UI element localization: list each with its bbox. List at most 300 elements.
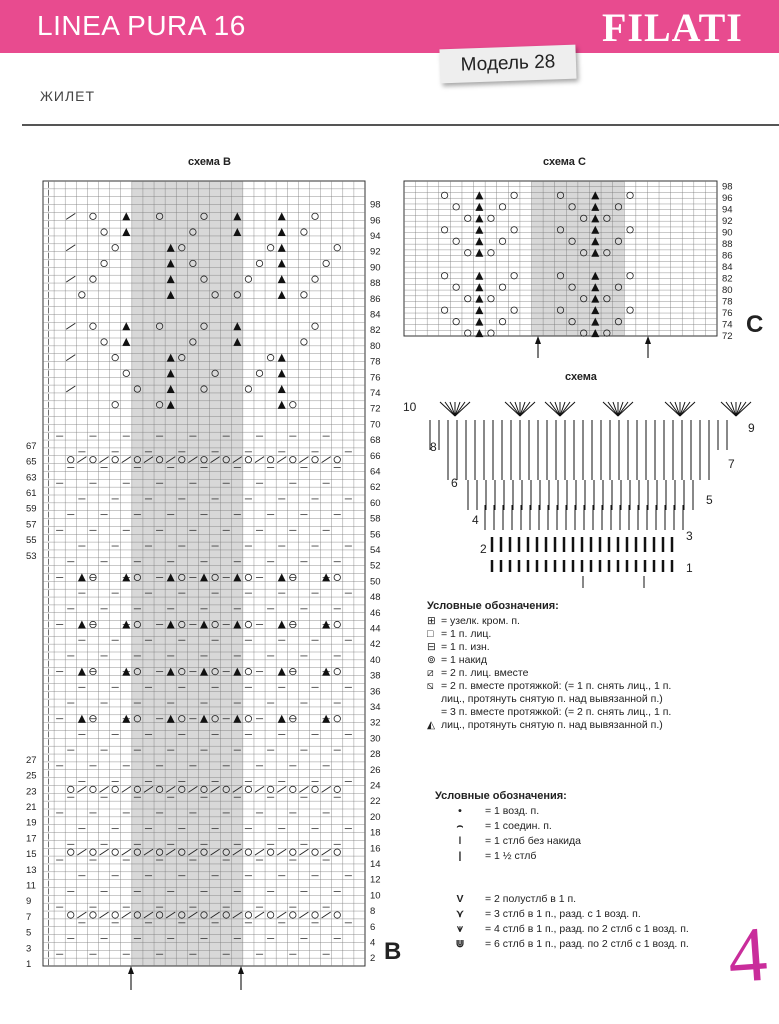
- sk2po-icon: [78, 621, 86, 629]
- row-number-right: 40: [370, 654, 381, 666]
- yarn-over-icon: [334, 849, 340, 855]
- sk2po-icon: [278, 228, 286, 236]
- legend-crochet-text: = 1 соедин. п.: [485, 820, 552, 832]
- row-number-left: 15: [26, 849, 37, 861]
- crochet-fan: [608, 402, 618, 416]
- sk2po-icon: [278, 291, 286, 299]
- sk2po-icon: [278, 573, 286, 581]
- yarn-over-icon: [334, 245, 340, 251]
- yarn-over-icon: [112, 402, 118, 408]
- crochet-row-label: 2: [480, 542, 487, 556]
- legend-knit-item: [427, 706, 671, 719]
- yarn-over-icon: [112, 354, 118, 360]
- yarn-over-icon: [312, 276, 318, 282]
- k2tog-icon: [122, 849, 131, 855]
- row-number-left: 21: [26, 802, 37, 813]
- sk2po-icon: [278, 385, 286, 393]
- row-number-right: 92: [370, 246, 381, 258]
- sk2po-icon: [78, 668, 86, 676]
- row-number-right: 80: [722, 285, 733, 297]
- row-number-right: 32: [370, 717, 381, 729]
- row-number-right: 88: [722, 239, 733, 251]
- k2tog-icon: [77, 912, 86, 918]
- row-number-right: 30: [370, 733, 381, 745]
- yarn-over-icon: [90, 456, 96, 462]
- crochet-symbol-icon: V: [456, 893, 464, 905]
- legend-knit-item: [427, 628, 671, 641]
- k2tog-icon: [77, 786, 86, 792]
- knit-stitch-icon: □: [427, 628, 434, 640]
- k2tog-icon: [299, 457, 308, 463]
- yarn-over-icon: [511, 192, 517, 198]
- row-number-right: 78: [370, 356, 381, 368]
- crochet-row-label: 7: [728, 457, 735, 471]
- yarn-over-icon: [245, 574, 251, 580]
- k2tog-icon: ⧄: [427, 667, 434, 679]
- row-number-right: 80: [370, 340, 381, 352]
- yarn-over-icon: [245, 912, 251, 918]
- yarn-over-icon: [112, 912, 118, 918]
- row-number-right: 94: [370, 230, 381, 242]
- k2tog-icon: [277, 786, 286, 792]
- row-number-right: 52: [370, 560, 381, 572]
- row-number-right: 20: [370, 811, 381, 823]
- sk2po-icon: [122, 322, 130, 330]
- row-number-right: 14: [370, 858, 381, 870]
- row-number-right: 94: [722, 204, 733, 216]
- row-number-right: 72: [370, 403, 381, 415]
- row-number-right: 50: [370, 576, 381, 588]
- yarn-over-icon: [511, 273, 517, 279]
- row-number-right: 84: [722, 262, 733, 274]
- row-number-right: 72: [722, 331, 733, 342]
- row-number-left: 11: [26, 880, 36, 892]
- row-number-right: 74: [370, 387, 381, 399]
- yarn-over-icon: [499, 284, 505, 290]
- row-number-left: 23: [26, 786, 37, 798]
- k2tog-icon: [299, 849, 308, 855]
- k2tog-icon: [322, 457, 331, 463]
- yarn-over-icon: [101, 260, 107, 266]
- k2tog-icon: [77, 849, 86, 855]
- k2tog-icon: [255, 912, 264, 918]
- crochet-symbol-icon: ⋎: [456, 908, 464, 920]
- legend-crochet-item: [435, 908, 689, 923]
- row-number-right: 18: [370, 827, 381, 839]
- row-number-left: 55: [26, 535, 37, 547]
- row-number-right: 28: [370, 749, 381, 761]
- row-number-left: 7: [26, 911, 32, 923]
- legend-knit-text: = 1 накид: [441, 654, 488, 666]
- row-number-right: 70: [370, 419, 381, 431]
- legend-knit-item: [427, 615, 671, 628]
- repeat-arrow-head: [645, 336, 651, 344]
- crochet-row-label: 10: [403, 400, 417, 414]
- yarn-over-icon: [290, 786, 296, 792]
- legend-crochet-item: [435, 835, 689, 850]
- row-number-right: 62: [370, 482, 381, 494]
- crochet-fan: [670, 402, 680, 416]
- legend-crochet-text: = 1 возд. п.: [485, 805, 540, 817]
- row-number-right: 98: [722, 181, 733, 193]
- crochet-fan: [510, 402, 520, 416]
- k2tog-icon: [255, 457, 264, 463]
- k2tog-icon: [255, 786, 264, 792]
- crochet-row-label: 6: [451, 476, 458, 490]
- yarn-over-icon: [465, 295, 471, 301]
- sk2po-icon: [278, 401, 286, 409]
- yarn-over-icon: [453, 284, 459, 290]
- row-number-right: 74: [722, 319, 733, 331]
- k2tog-icon: [255, 849, 264, 855]
- yarn-over-icon: [245, 786, 251, 792]
- crochet-symbol-icon: ǀ: [458, 835, 462, 847]
- yarn-over-icon: [290, 402, 296, 408]
- row-number-left: 63: [26, 472, 37, 484]
- crochet-row-label: 4: [472, 513, 479, 527]
- yarn-over-icon: [245, 668, 251, 674]
- legend-crochet-item: [435, 893, 689, 908]
- legend-knit-text: = 2 п. вместе протяжкой: (= 1 п. снять лиц., 1 п.: [441, 680, 672, 692]
- yarn-over-icon: [256, 370, 262, 376]
- purl-stitch-icon: ⊟: [427, 641, 436, 653]
- row-number-right: 8: [370, 906, 376, 918]
- yarn-over-icon: [267, 354, 273, 360]
- row-number-right: 34: [370, 701, 381, 713]
- row-number-right: 44: [370, 623, 381, 635]
- yarn-over-icon: [90, 323, 96, 329]
- k2tog-icon: [299, 912, 308, 918]
- yarn-over-icon: [312, 213, 318, 219]
- legend-knit-item: [427, 654, 671, 667]
- k2tog-icon: [122, 786, 131, 792]
- yarn-over-icon: [267, 456, 273, 462]
- legend-crochet-text: = 1 ½ стлб: [485, 850, 537, 862]
- yarn-over-icon: [488, 330, 494, 336]
- k2tog-icon: [66, 386, 75, 392]
- sk2po-icon: [278, 369, 286, 377]
- yarn-over-icon: [245, 716, 251, 722]
- k2tog-icon: [66, 213, 75, 219]
- row-number-left: 53: [26, 550, 37, 562]
- row-number-right: 82: [722, 273, 733, 285]
- repeat-arrow-head: [238, 966, 244, 974]
- sk2po-icon: [78, 715, 86, 723]
- yarn-over-icon: [267, 912, 273, 918]
- sk2po-icon: [278, 715, 286, 723]
- yarn-over-icon: [312, 456, 318, 462]
- crochet-row-label: 1: [686, 561, 693, 575]
- magazine-title: LINEA PURA 16: [37, 10, 246, 41]
- row-number-right: 76: [370, 372, 381, 384]
- crochet-fan: [550, 402, 560, 416]
- crochet-fan: [560, 402, 570, 416]
- row-number-left: 67: [26, 440, 37, 452]
- k2tog-icon: [322, 786, 331, 792]
- row-number-right: 96: [722, 193, 733, 205]
- k2tog-icon: [299, 786, 308, 792]
- yarn-over-icon: [488, 215, 494, 221]
- k2tog-icon: [277, 457, 286, 463]
- yarn-over-icon: [112, 245, 118, 251]
- chart-b-letter: B: [384, 938, 402, 965]
- crochet-fan: [726, 402, 736, 416]
- row-number-right: 36: [370, 686, 381, 698]
- row-number-right: 2: [370, 953, 376, 965]
- yarn-over-icon: [499, 318, 505, 324]
- sk2po-icon: [122, 228, 130, 236]
- chart-b-title: схема В: [188, 156, 231, 168]
- row-number-right: 86: [722, 250, 733, 262]
- k2tog-icon: [322, 849, 331, 855]
- yarn-over-icon: [90, 849, 96, 855]
- sk2po-icon: [278, 275, 286, 283]
- legend-knit-item: [427, 667, 671, 680]
- sk2po-icon: [78, 573, 86, 581]
- yarn-over-icon: [79, 292, 85, 298]
- row-number-left: 19: [26, 817, 37, 829]
- sk2po-icon: [122, 212, 130, 220]
- yarn-over-icon: [90, 213, 96, 219]
- row-number-right: 76: [722, 308, 733, 320]
- sk2po-icon: [278, 668, 286, 676]
- yarn-over-icon: [68, 786, 74, 792]
- row-number-left: 13: [26, 864, 37, 876]
- k2tog-icon: [277, 912, 286, 918]
- row-number-right: 24: [370, 780, 381, 792]
- yarn-over-icon: [312, 912, 318, 918]
- row-number-right: 54: [370, 544, 381, 556]
- sk2po-icon: [278, 621, 286, 629]
- yarn-over-icon: [465, 330, 471, 336]
- yarn-over-icon: [334, 668, 340, 674]
- crochet-fan: [618, 402, 628, 416]
- row-number-right: 12: [370, 874, 381, 886]
- row-number-left: 17: [26, 833, 37, 845]
- k2tog-icon: [100, 912, 109, 918]
- yarn-over-icon: [627, 307, 633, 313]
- row-number-left: 65: [26, 456, 37, 468]
- row-number-right: 78: [722, 296, 733, 308]
- crochet-fan: [455, 402, 465, 416]
- yarn-over-icon: [256, 260, 262, 266]
- yarn-over-icon: [245, 456, 251, 462]
- edge-stitch-icon: ⊞: [427, 615, 436, 627]
- legend-knit-text: лиц., протянуть снятую п. над вывязанной п.): [441, 693, 663, 705]
- k2tog-icon: [277, 849, 286, 855]
- row-number-right: 60: [370, 497, 381, 509]
- yarn-over-icon: [627, 227, 633, 233]
- yarn-over-icon: [290, 849, 296, 855]
- yarn-over-icon: [453, 318, 459, 324]
- yarn-over-icon: [312, 323, 318, 329]
- k2tog-icon: [66, 323, 75, 329]
- row-number-right: 58: [370, 513, 381, 525]
- legend-crochet-item: [435, 850, 689, 865]
- crochet-symbol-icon: •: [458, 805, 462, 817]
- legend-crochet-text: = 1 стлб без накида: [485, 835, 581, 847]
- k2tog-icon: [66, 355, 75, 361]
- legend-crochet-item: [435, 923, 689, 938]
- row-number-right: 22: [370, 796, 381, 808]
- k2tog-icon: [77, 457, 86, 463]
- legend-crochet-text: = 6 стлб в 1 п., разд. по 2 стлб с 1 возд. п.: [485, 938, 689, 950]
- row-number-right: 98: [370, 199, 381, 211]
- yarn-over-icon: [511, 307, 517, 313]
- yarn-over-icon: [68, 912, 74, 918]
- row-number-left: 1: [26, 959, 32, 970]
- sk2po-icon: [278, 244, 286, 252]
- crochet-fan: [736, 402, 746, 416]
- yarn-over-icon: [334, 786, 340, 792]
- yarn-over-icon: [301, 292, 307, 298]
- yarn-over-icon: [301, 339, 307, 345]
- legend-knit-text: лиц., протянуть снятую п. над вывязанной п.): [441, 719, 663, 731]
- yarn-over-icon: [267, 245, 273, 251]
- legend-crochet-item: [435, 865, 689, 893]
- legend-knit-item: [427, 680, 671, 693]
- crochet-fan: [520, 402, 530, 416]
- sk2po-icon: [278, 212, 286, 220]
- yarn-over-icon: [301, 229, 307, 235]
- row-number-right: 84: [370, 309, 381, 321]
- row-number-right: 66: [370, 450, 381, 462]
- chart-c-title: схема С: [543, 156, 586, 168]
- yarn-over-icon: [68, 849, 74, 855]
- yarn-over-icon: [245, 276, 251, 282]
- row-number-right: 6: [370, 921, 376, 933]
- row-number-left: 61: [26, 488, 37, 499]
- row-number-right: 26: [370, 764, 381, 776]
- legend-crochet-item: [435, 938, 689, 953]
- k2tog-icon: [122, 912, 131, 918]
- legend-crochet-item: [435, 820, 689, 835]
- yarn-over-icon: [101, 339, 107, 345]
- yarn-over-icon: [323, 260, 329, 266]
- crochet-symbol-icon: |: [458, 850, 462, 862]
- crochet-fan: [445, 402, 455, 416]
- yarn-over-icon: [90, 276, 96, 282]
- legend-knit-text: = 2 п. лиц. вместе: [441, 667, 529, 679]
- row-number-right: 42: [370, 639, 381, 651]
- row-number-right: 82: [370, 325, 381, 337]
- yarn-over-icon: [627, 192, 633, 198]
- row-number-right: 96: [370, 215, 381, 227]
- yarn-over-icon: [441, 307, 447, 313]
- k2tog-icon: [66, 245, 75, 251]
- row-number-left: 59: [26, 503, 37, 515]
- crochet-row-label: 3: [686, 529, 693, 543]
- crochet-row-label: 8: [430, 440, 437, 454]
- legend-crochet-text: = 3 стлб в 1 п., разд. с 1 возд. п.: [485, 908, 641, 920]
- yarn-over-icon: [334, 574, 340, 580]
- row-number-left: 57: [26, 519, 37, 531]
- row-number-right: 46: [370, 607, 381, 619]
- k2tog-icon: [100, 786, 109, 792]
- k2tog-icon: [66, 276, 75, 282]
- yarn-over-icon: [488, 250, 494, 256]
- legend-knit-title: Условные обозначения:: [427, 600, 559, 612]
- row-number-left: 25: [26, 770, 37, 782]
- row-number-right: 64: [370, 466, 381, 478]
- row-number-right: 92: [722, 216, 733, 228]
- legend-crochet-text: = 2 полустлб в 1 п.: [485, 893, 577, 905]
- yarn-over-icon: [627, 273, 633, 279]
- ssk-icon: ⧅: [427, 680, 434, 692]
- k2tog-icon: [122, 457, 131, 463]
- yarn-over-icon: [123, 370, 129, 376]
- row-number-right: 16: [370, 843, 381, 855]
- yarn-over-icon: [511, 227, 517, 233]
- row-number-right: 56: [370, 529, 381, 541]
- yarn-over-icon: [465, 215, 471, 221]
- yarn-over-icon: [245, 386, 251, 392]
- yarn-over-icon: [499, 238, 505, 244]
- yarn-over-icon: [453, 238, 459, 244]
- row-number-right: 90: [722, 227, 733, 239]
- legend-crochet-text: = 4 стлб в 1 п., разд. по 2 стлб с 1 возд. п.: [485, 923, 689, 935]
- row-number-right: 38: [370, 670, 381, 682]
- legend-knit-text: = 1 п. лиц.: [441, 628, 492, 640]
- yarn-over-icon: [267, 849, 273, 855]
- legend-knit-text: = узелк. кром. п.: [441, 615, 520, 627]
- yarn-over-icon: [334, 621, 340, 627]
- yarn-over-icon: [245, 621, 251, 627]
- row-number-right: 88: [370, 278, 381, 290]
- row-number-right: 68: [370, 435, 381, 447]
- yarn-over-icon: [290, 912, 296, 918]
- yarn-over-icon: [112, 786, 118, 792]
- brand-logo: FILATI: [602, 5, 743, 50]
- crochet-row-label: 5: [706, 493, 713, 507]
- page-number: 4: [724, 909, 770, 1000]
- model-tag: Модель 28: [439, 45, 576, 84]
- yarn-over-icon: [441, 192, 447, 198]
- legend-knit-item: [427, 693, 671, 706]
- yarn-over-icon: [441, 273, 447, 279]
- yarn-over-icon: [453, 204, 459, 210]
- sk2po-icon: ◭: [427, 719, 436, 731]
- sk2po-icon: [278, 259, 286, 267]
- yarn-over-icon: [68, 456, 74, 462]
- yarn-over-icon: [112, 456, 118, 462]
- legend-crochet-item: [435, 805, 689, 820]
- k2tog-icon: [100, 849, 109, 855]
- sk2po-icon: [278, 354, 286, 362]
- yarn-over-icon: [112, 849, 118, 855]
- yarn-over-icon: [441, 227, 447, 233]
- crochet-fan: [680, 402, 690, 416]
- yarn-over-icon: [499, 204, 505, 210]
- repeat-arrow-head: [128, 966, 134, 974]
- yarn-over-icon: [488, 295, 494, 301]
- yarn-over-icon: [334, 456, 340, 462]
- yarn-over-icon: [90, 786, 96, 792]
- legend-knit-text: = 1 п. изн.: [441, 641, 490, 653]
- yarn-over-icon: [90, 912, 96, 918]
- yarn-over-icon: [465, 250, 471, 256]
- crochet-symbol-icon: ⋓: [455, 938, 465, 950]
- yarn-over-icon: ⊚: [427, 654, 436, 666]
- row-number-right: 86: [370, 293, 381, 305]
- row-number-right: 90: [370, 262, 381, 274]
- sk2po-icon: [122, 338, 130, 346]
- yarn-over-icon: [312, 849, 318, 855]
- row-number-left: 3: [26, 943, 32, 955]
- legend-knit-item: [427, 719, 671, 732]
- yarn-over-icon: [245, 849, 251, 855]
- repeat-arrow-head: [535, 336, 541, 344]
